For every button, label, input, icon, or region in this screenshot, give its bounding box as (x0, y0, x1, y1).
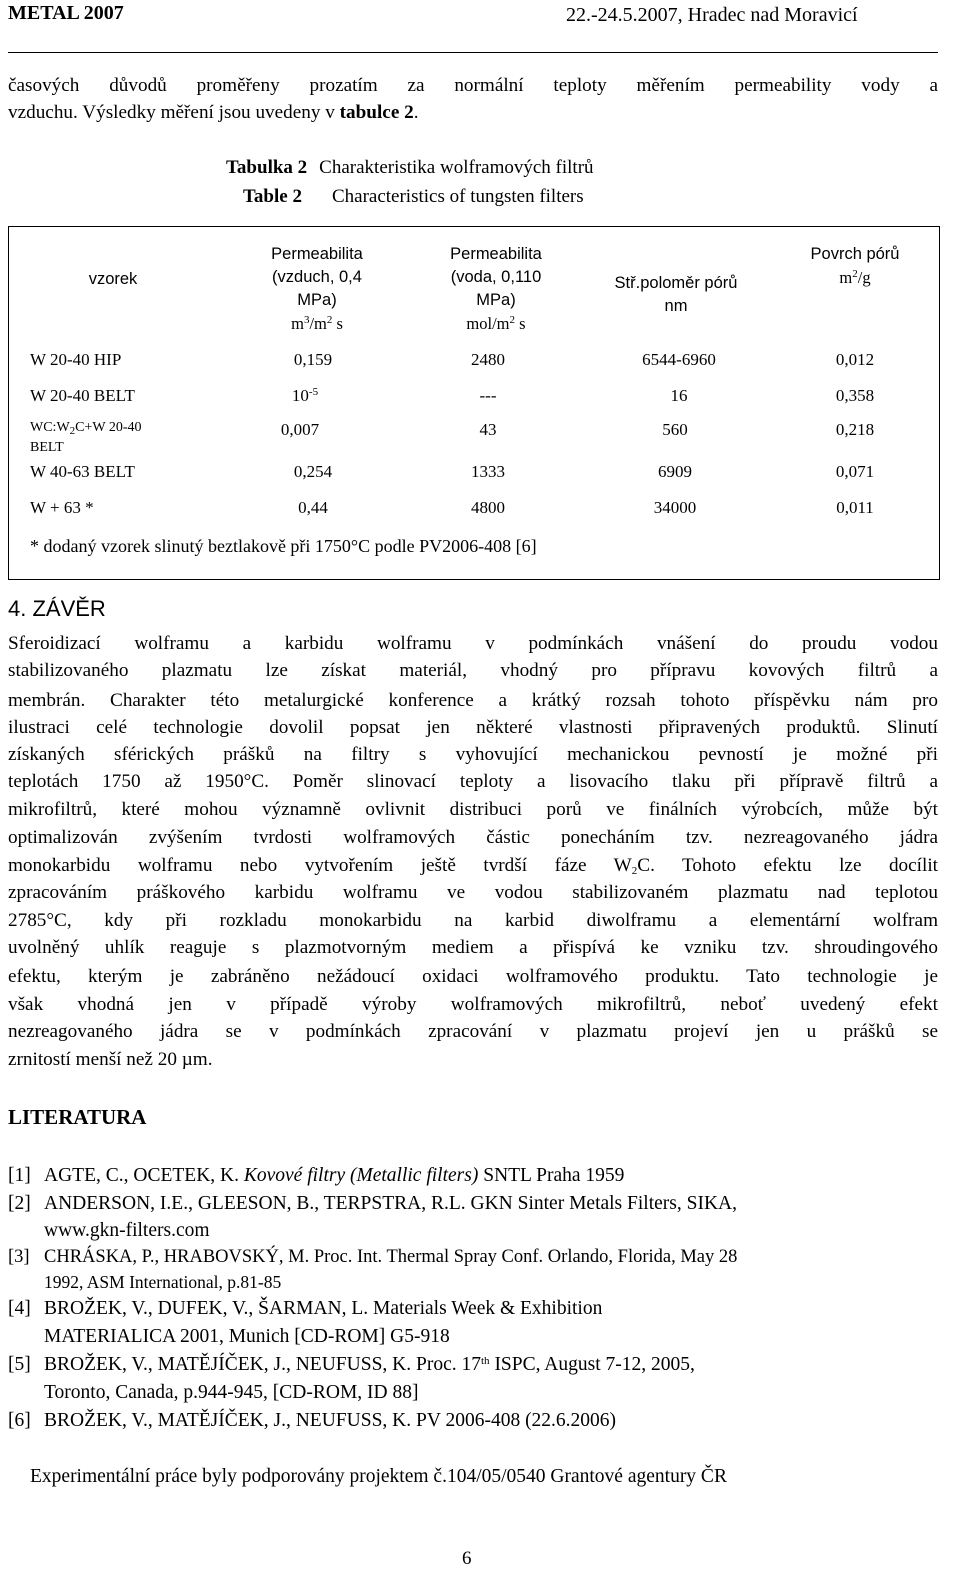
row2-air-exponent: -5 (308, 386, 319, 398)
table-footnote: * dodaný vzorek slinutý beztlakově při 1750°C podle PV2006-408 [6] (30, 536, 537, 556)
row1-pore: 6544-6960 (642, 350, 716, 369)
reference-5-cont: Toronto, Canada, p.944-945, [CD-ROM, ID 88] (44, 1382, 419, 1403)
header-air-unit (271, 312, 363, 335)
conclusion-line (8, 852, 938, 879)
unit-sup: 3 (303, 314, 310, 326)
intro-period: . (413, 102, 419, 123)
row3-sample-cont: BELT (30, 440, 64, 455)
conclusion-line: však vhodná jen v případě výroby wolframových mikrofiltrů, neboť uvedený efekt (8, 994, 938, 1015)
row4-sample: W 40-63 BELT (30, 462, 135, 481)
reference-text: BROŽEK, V., DUFEK, V., ŠARMAN, L. Materials Week & Exhibition (44, 1298, 603, 1319)
row2-air-base: 10 (291, 386, 309, 405)
reference-1 (8, 1165, 624, 1187)
table-reference: tabulce 2 (339, 102, 414, 123)
reference-2 (8, 1193, 737, 1215)
header-surface (811, 243, 900, 289)
page-number: 6 (462, 1548, 472, 1569)
row1-sample: W 20-40 HIP (30, 350, 122, 369)
header-water-line3: MPa) (476, 291, 516, 309)
row3-pore: 560 (662, 420, 688, 439)
reference-text: BROŽEK, V., MATĚJÍČEK, J., NEUFUSS, K. PV 2006-408 (22.6.2006) (44, 1410, 617, 1431)
table-title-cz: Charakteristika wolframových filtrů (319, 157, 594, 178)
header-pore-line2: nm (664, 297, 688, 315)
reference-text: CHRÁSKA, P., HRABOVSKÝ, M. Proc. Int. Thermal Spray Conf. Orlando, Florida, May 28 (44, 1247, 738, 1267)
reference-authors: AGTE, C., OCETEK, K. (44, 1165, 244, 1186)
row3-sample-sub: 2 (69, 425, 76, 437)
conclusion-subscript: 2 (631, 865, 638, 877)
intro-line-1: časových důvodů proměřeny prozatím za normální teploty měřením permeability vody a (8, 75, 938, 96)
header-sample: vzorek (88, 270, 138, 288)
running-header-title: METAL 2007 (8, 2, 124, 24)
conclusion-line: membrán. Charakter této metalurgické konference a krátký rozsah tohoto příspěvku nám pro (8, 690, 938, 711)
table-label-cz: Tabulka 2 (226, 157, 308, 178)
conclusion-line: zpracováním práškového karbidu wolframu ve vodou stabilizovaném plazmatu nad teplotou (8, 882, 938, 903)
reference-number: [3] (8, 1247, 30, 1267)
row2-water: --- (479, 386, 497, 405)
row2-pore: 16 (670, 386, 688, 405)
table-caption-en (243, 186, 584, 208)
unit-sup: 2 (326, 314, 333, 326)
row5-surface: 0,011 (836, 498, 874, 517)
row1-surface: 0,012 (835, 350, 875, 369)
reference-2-link[interactable]: www.gkn-filters.com (44, 1220, 210, 1241)
unit-part: m (839, 268, 853, 287)
reference-text: ISPC, August 7-12, 2005, (489, 1354, 695, 1375)
reference-text: BROŽEK, V., MATĚJÍČEK, J., NEUFUSS, K. Proc. 17 (44, 1354, 481, 1375)
row3-surface: 0,218 (835, 420, 875, 439)
row2-surface: 0,358 (835, 386, 875, 405)
reference-number: [4] (8, 1298, 31, 1319)
conclusion-line: optimalizován zvýšením tvrdosti wolframových částic ponecháním tzv. nezreagovaného jádra (8, 827, 938, 848)
conclusion-line: Sferoidizací wolframu a karbidu wolframu v podmínkách vnášení do proudu vodou (8, 633, 938, 654)
reference-5 (8, 1354, 695, 1376)
unit-sup: 2 (509, 314, 516, 326)
unit-part: mol/m (466, 314, 510, 333)
acknowledgement: Experimentální práce byly podporovány projektem č.104/05/0540 Grantové agentury ČR (30, 1466, 727, 1487)
header-pore-line1: Stř.poloměr pórů (614, 274, 738, 292)
row2-air (292, 386, 318, 406)
reference-superscript: th (481, 1355, 490, 1367)
unit-part: /g (857, 268, 871, 287)
reference-3 (8, 1247, 737, 1268)
conclusion-line: získaných sférických prášků na filtry s vyhovující mechanickou pevností je možné při (8, 744, 938, 765)
reference-4 (8, 1298, 602, 1320)
unit-sup: 2 (852, 268, 858, 280)
row5-sample: W + 63 * (30, 498, 94, 517)
conclusion-line: ilustraci celé technologie dovolil popsat jen některé vlastnosti připravených produktů. Slinutí (8, 717, 938, 738)
header-pore-radius (615, 272, 738, 318)
reference-publisher: SNTL Praha 1959 (478, 1165, 625, 1186)
reference-3-cont: 1992, ASM International, p.81-85 (44, 1272, 282, 1292)
unit-part: s (515, 314, 526, 333)
reference-title: Kovové filtry (Metallic filters) (243, 1165, 479, 1186)
conclusion-line-part: monokarbidu wolframu nebo vytvořením ještě tvrdší fáze W (8, 855, 632, 876)
header-air-permeability (271, 243, 363, 335)
reference-number: [1] (8, 1165, 31, 1186)
table-caption-cz (226, 157, 594, 179)
conclusion-line-part: C. Tohoto efektu lze docílit (637, 855, 938, 876)
reference-number: [2] (8, 1193, 31, 1214)
header-divider (8, 52, 938, 53)
row3-water: 43 (479, 420, 497, 439)
conclusion-line: stabilizovaného plazmatu lze získat materiál, vhodný pro přípravu kovových filtrů a (8, 660, 938, 681)
row4-pore: 6909 (658, 462, 692, 481)
row1-air: 0,159 (293, 350, 333, 369)
table-label-en: Table 2 (243, 186, 302, 207)
row3-sample (30, 420, 142, 436)
unit-part: m (291, 314, 304, 333)
reference-4-cont: MATERIALICA 2001, Munich [CD-ROM] G5-918 (44, 1326, 450, 1347)
reference-text: ANDERSON, I.E., GLEESON, B., TERPSTRA, R.L. GKN Sinter Metals Filters, SIKA, (44, 1193, 737, 1214)
header-air-line2: (vzduch, 0,4 (272, 268, 362, 286)
section-heading-literature: LITERATURA (8, 1105, 147, 1129)
reference-number: [5] (8, 1354, 31, 1375)
conclusion-line: uvolněný uhlík reaguje s plazmotvorným mediem a přispívá ke vzniku tzv. shroudingového (8, 937, 938, 958)
running-header-date: 22.-24.5.2007, Hradec nad Moravicí (566, 4, 858, 26)
reference-number: [6] (8, 1410, 31, 1431)
row5-pore: 34000 (653, 498, 697, 517)
header-air-line3: MPa) (297, 291, 337, 309)
row4-air: 0,254 (293, 462, 333, 481)
row3-sample-part: C+W 20-40 (75, 420, 142, 435)
table-title-en: Characteristics of tungsten filters (331, 186, 584, 207)
reference-6 (8, 1410, 616, 1432)
row3-sample-part: WC:W (30, 420, 70, 435)
row4-water: 1333 (471, 462, 505, 481)
header-water-line1: Permeabilita (450, 245, 542, 263)
header-air-line1: Permeabilita (271, 245, 363, 263)
header-water-unit (450, 312, 542, 335)
conclusion-last-line: zrnitostí menší než 20 µm. (8, 1049, 213, 1070)
row2-sample: W 20-40 BELT (30, 386, 135, 405)
header-surface-line1: Povrch pórů (810, 245, 900, 263)
conclusion-line: teplotách 1750 až 1950°C. Poměr slinovací teploty a lisovacího tlaku při přípravě filtrů a (8, 771, 938, 792)
conclusion-line: efektu, kterým je zabráněno nežádoucí oxidaci wolframového produktu. Tato technologie je (8, 966, 938, 987)
row5-water: 4800 (471, 498, 505, 517)
row5-air: 0,44 (298, 498, 328, 517)
header-water-line2: (voda, 0,110 (450, 268, 542, 286)
unit-part: /m (309, 314, 327, 333)
row3-air: 0,007 (280, 420, 320, 439)
intro-text: vzduchu. Výsledky měření jsou uvedeny v (8, 102, 340, 123)
section-heading-conclusion: 4. ZÁVĚR (8, 596, 106, 621)
row1-water: 2480 (471, 350, 505, 369)
conclusion-line: 2785°C, kdy při rozkladu monokarbidu na karbid diwolframu a elementární wolfram (8, 910, 938, 931)
intro-line-2 (8, 99, 938, 126)
conclusion-line: mikrofiltrů, které mohou významně ovlivnit distribuci porů ve finálních výrobcích, může být (8, 799, 938, 820)
unit-part: s (332, 314, 343, 333)
row4-surface: 0,071 (835, 462, 875, 481)
header-water-permeability (450, 243, 542, 335)
conclusion-line: nezreagovaného jádra se v podmínkách zpracování v plazmatu projeví jen u prášků se (8, 1021, 938, 1042)
header-surface-unit (811, 266, 900, 289)
